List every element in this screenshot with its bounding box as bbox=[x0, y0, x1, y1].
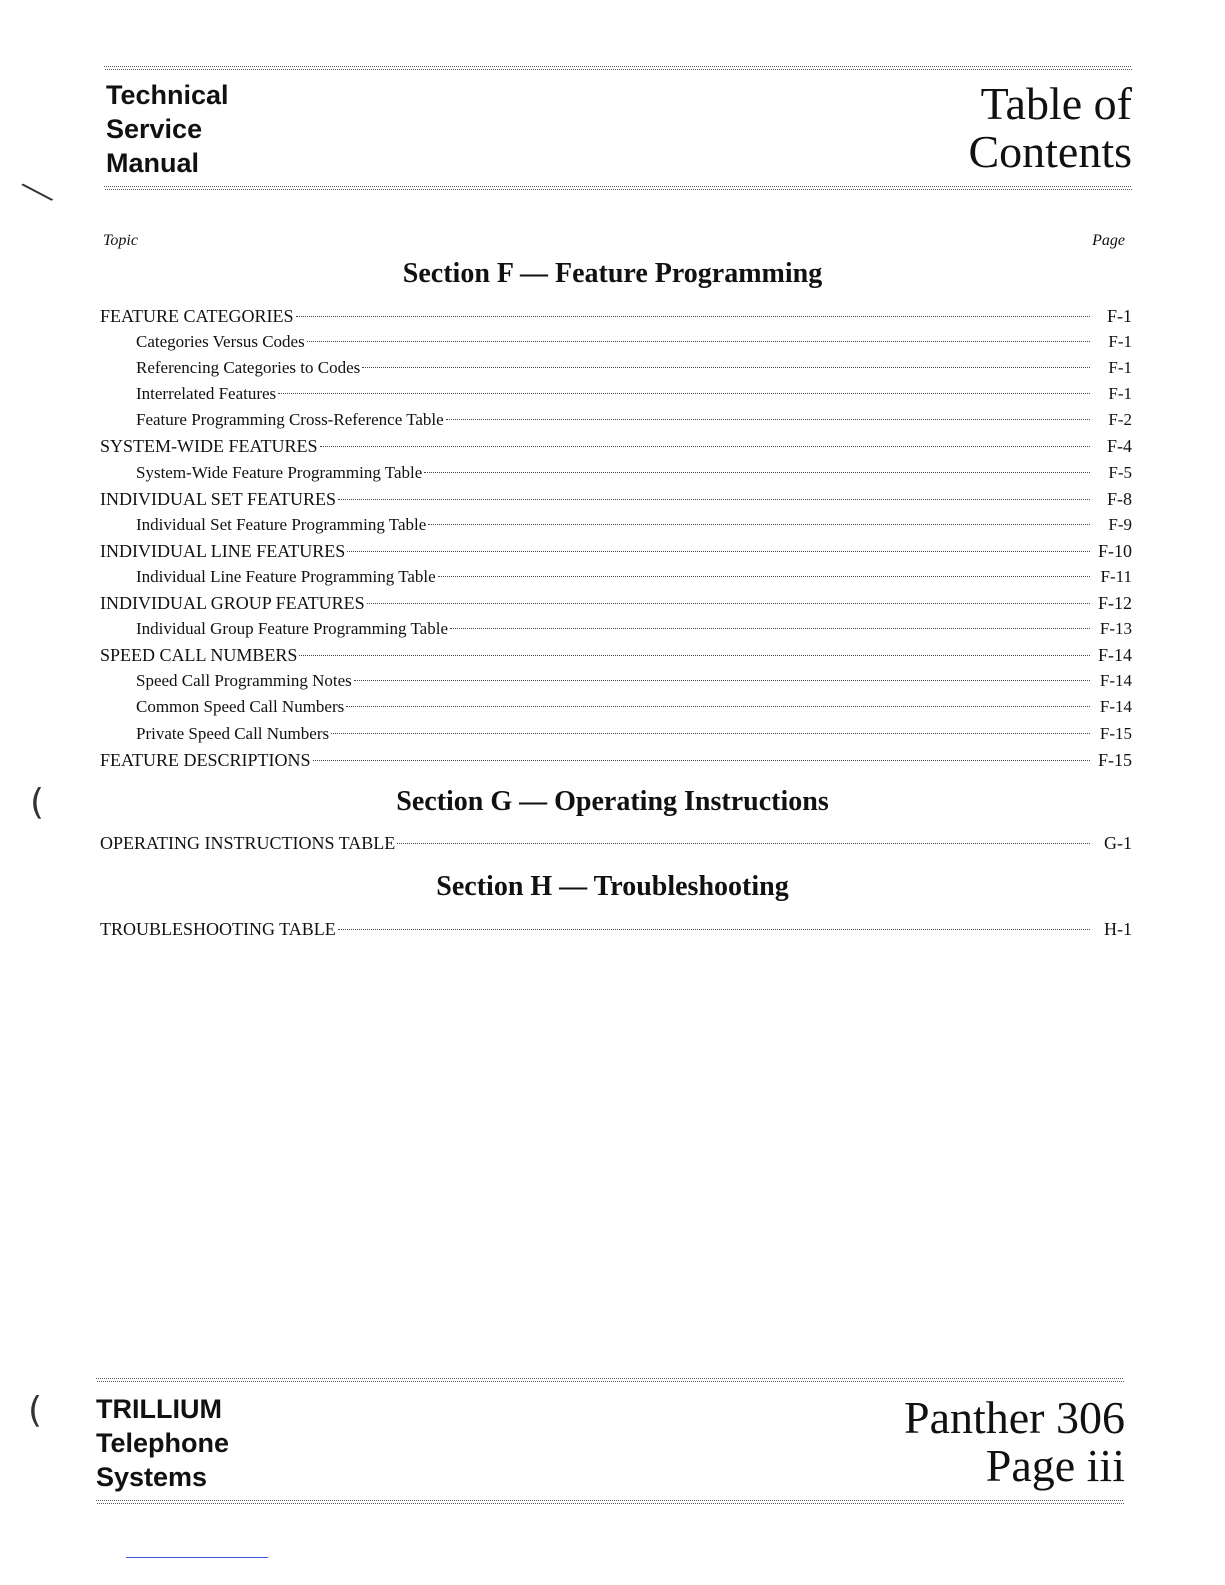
header-bottom-rule bbox=[104, 186, 1132, 191]
toc-entry-text: SPEED CALL NUMBERS bbox=[100, 645, 298, 666]
toc-entry[interactable] bbox=[100, 512, 1132, 538]
toc-entry-page: F-15 bbox=[1099, 723, 1132, 743]
toc-entry-text: INDIVIDUAL LINE FEATURES bbox=[100, 540, 346, 561]
section-h-heading: Section H — Troubleshooting bbox=[436, 871, 789, 902]
dot-leader bbox=[438, 576, 1090, 577]
toc-entry-page: F-1 bbox=[1108, 332, 1132, 352]
toc-entry-text: Feature Programming Cross-Reference Table bbox=[136, 410, 444, 430]
scan-artifact-line bbox=[126, 1557, 268, 1558]
toc-entry-text: FEATURE DESCRIPTIONS bbox=[100, 749, 311, 770]
toc-entry-page: F-1 bbox=[1108, 358, 1132, 378]
toc-entry[interactable] bbox=[100, 642, 1132, 668]
toc-entry[interactable] bbox=[100, 668, 1132, 694]
toc-entry[interactable] bbox=[100, 830, 1132, 856]
toc-entry[interactable] bbox=[100, 616, 1132, 642]
footer-top-rule bbox=[96, 1378, 1124, 1383]
topic-column-label: Topic bbox=[103, 232, 138, 249]
product-name: Panther 306 bbox=[903, 1392, 1125, 1443]
toc-entry[interactable] bbox=[100, 407, 1132, 433]
dot-leader bbox=[299, 655, 1090, 656]
dot-leader bbox=[320, 446, 1090, 447]
toc-entry-text: SYSTEM-WIDE FEATURES bbox=[100, 436, 318, 457]
page-title bbox=[968, 80, 1132, 176]
toc-entry-page: F-10 bbox=[1097, 540, 1132, 561]
dot-leader bbox=[346, 706, 1090, 707]
toc-entry-text: INDIVIDUAL SET FEATURES bbox=[100, 488, 336, 509]
manual-name-line: Manual bbox=[106, 148, 200, 178]
dot-leader bbox=[428, 524, 1090, 525]
toc-entry-text: OPERATING INSTRUCTIONS TABLE bbox=[100, 833, 396, 853]
toc-entry-page: F-11 bbox=[1100, 566, 1132, 586]
toc-entry-text: Interrelated Features bbox=[136, 384, 277, 404]
footer-right bbox=[904, 1394, 1125, 1490]
toc-entry[interactable] bbox=[100, 303, 1132, 329]
page-title-line: Contents bbox=[968, 126, 1132, 177]
dot-leader bbox=[354, 680, 1090, 681]
company-name-line: TRILLIUM bbox=[96, 1394, 222, 1424]
toc-entry-text: Individual Set Feature Programming Table bbox=[136, 514, 427, 534]
dot-leader bbox=[338, 499, 1090, 500]
toc-entry-text: Private Speed Call Numbers bbox=[136, 723, 330, 743]
toc-entry-text: Individual Line Feature Programming Table bbox=[136, 566, 436, 586]
toc-entry[interactable] bbox=[100, 433, 1132, 459]
toc-entry-page: G-1 bbox=[1104, 833, 1132, 853]
section-f-entries bbox=[100, 303, 1132, 773]
toc-entry[interactable] bbox=[100, 747, 1132, 773]
toc-entry[interactable] bbox=[100, 916, 1132, 942]
toc-entry[interactable] bbox=[100, 329, 1132, 355]
dot-leader bbox=[362, 367, 1090, 368]
toc-entry-page: F-4 bbox=[1106, 436, 1132, 457]
dot-leader bbox=[424, 472, 1090, 473]
dot-leader bbox=[278, 393, 1090, 394]
dot-leader bbox=[296, 316, 1090, 317]
toc-entry[interactable] bbox=[100, 721, 1132, 747]
toc-entry-page: F-1 bbox=[1108, 384, 1132, 404]
manual-name bbox=[106, 78, 229, 180]
page-number: Page iii bbox=[985, 1440, 1125, 1491]
page-column-label: Page bbox=[1092, 232, 1125, 249]
toc-entry-page: F-1 bbox=[1106, 306, 1132, 326]
manual-name-line: Service bbox=[106, 114, 203, 144]
company-name bbox=[96, 1392, 229, 1494]
toc-entry[interactable] bbox=[100, 486, 1132, 512]
toc-entry-page: F-13 bbox=[1099, 619, 1132, 639]
toc-entry-text: TROUBLESHOOTING TABLE bbox=[100, 919, 336, 939]
toc-entry-page: F-15 bbox=[1097, 749, 1132, 770]
toc-entry-page: F-2 bbox=[1108, 410, 1132, 430]
toc-entry-text: FEATURE CATEGORIES bbox=[100, 306, 294, 326]
toc-entry-page: F-8 bbox=[1106, 488, 1132, 509]
toc-entry-text: Categories Versus Codes bbox=[136, 332, 305, 352]
section-g-entries bbox=[100, 830, 1132, 856]
section-f-heading: Section F — Feature Programming bbox=[402, 258, 823, 289]
toc-entry-page: F-14 bbox=[1099, 697, 1132, 717]
toc-entry-text: Individual Group Feature Programming Table bbox=[136, 619, 448, 639]
toc-entry-text: System-Wide Feature Programming Table bbox=[136, 462, 423, 482]
dot-leader bbox=[307, 341, 1090, 342]
section-h-entries bbox=[100, 916, 1132, 942]
toc-entry[interactable] bbox=[100, 381, 1132, 407]
toc-entry-text: Referencing Categories to Codes bbox=[136, 358, 361, 378]
company-name-line: Telephone bbox=[96, 1428, 230, 1458]
toc-entry-text: Common Speed Call Numbers bbox=[136, 697, 345, 717]
toc-entry-page: H-1 bbox=[1104, 919, 1132, 939]
company-name-line: Systems bbox=[96, 1462, 208, 1492]
toc-entry[interactable] bbox=[100, 355, 1132, 381]
toc-entry[interactable] bbox=[100, 590, 1132, 616]
dot-leader bbox=[347, 551, 1090, 552]
toc-entry-page: F-14 bbox=[1097, 645, 1132, 666]
manual-name-line: Technical bbox=[106, 80, 229, 110]
dot-leader bbox=[397, 843, 1090, 844]
toc-entry[interactable] bbox=[100, 460, 1132, 486]
section-g-heading: Section G — Operating Instructions bbox=[396, 786, 829, 817]
toc-entry[interactable] bbox=[100, 564, 1132, 590]
binder-hole-mark: ╲ bbox=[22, 176, 53, 210]
toc-entry-text: Speed Call Programming Notes bbox=[136, 671, 352, 691]
toc-entry[interactable] bbox=[100, 538, 1132, 564]
dot-leader bbox=[338, 929, 1090, 930]
toc-entry[interactable] bbox=[100, 694, 1132, 720]
toc-entry-page: F-9 bbox=[1108, 514, 1132, 534]
binder-hole-mark: ( bbox=[28, 1390, 43, 1431]
dot-leader bbox=[450, 628, 1090, 629]
binder-hole-mark: ( bbox=[30, 782, 45, 823]
toc-entry-text: INDIVIDUAL GROUP FEATURES bbox=[100, 593, 365, 614]
dot-leader bbox=[446, 419, 1090, 420]
toc-entry-page: F-5 bbox=[1108, 462, 1132, 482]
dot-leader bbox=[367, 603, 1090, 604]
dot-leader bbox=[313, 760, 1090, 761]
page-title-line: Table of bbox=[980, 78, 1132, 129]
toc-entry-page: F-12 bbox=[1097, 593, 1132, 614]
header-top-rule bbox=[104, 66, 1132, 71]
dot-leader bbox=[331, 733, 1090, 734]
toc-entry-page: F-14 bbox=[1099, 671, 1132, 691]
footer-bottom-rule bbox=[96, 1500, 1124, 1505]
